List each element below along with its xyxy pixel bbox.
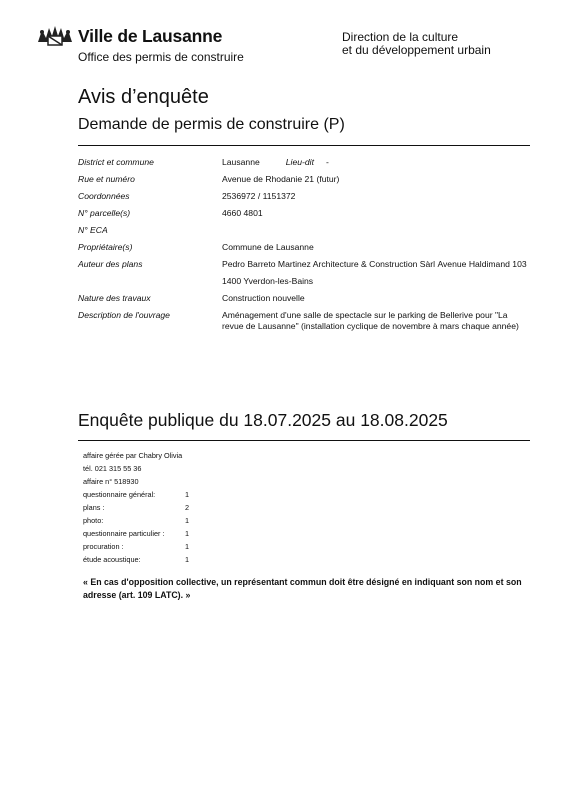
author-address [222,256,530,290]
fact-row-eca [78,222,530,239]
fact-value: Lausanne [222,157,260,167]
document-count: 2 [185,503,190,512]
fact-value: Avenue de Rhodanie 21 (futur) [222,174,340,184]
page-subtitle: Demande de permis de construire (P) [78,116,345,133]
document-label: plans : [83,503,105,512]
author-line: Martinez Architecture & Construction Sàrl [277,259,436,269]
department-line-2: et du développement urbain [342,43,491,57]
fact-value: 4660 4801 [222,208,263,218]
document-item [83,553,283,566]
divider [78,145,530,146]
fact-row-coordinates [78,188,530,205]
fact-label: Propriétaire(s) [78,242,133,252]
fact-value: Construction nouvelle [222,293,305,303]
fact-row-description [78,307,530,332]
author-line: Pedro Barreto [222,259,276,269]
fact-value [222,222,530,239]
legal-note: « En cas d'opposition collective, un représentant commun doit être désigné en indiquant son nom et son adresse (art. 109 LATC). » [83,577,522,600]
enquete-period: Enquête publique du 18.07.2025 au 18.08.2025 [78,410,448,430]
document-label: questionnaire particulier : [83,529,165,538]
author-line: 1400 Yverdon-les-Bains [222,276,314,286]
fact-label: N° parcelle(s) [78,208,131,218]
document-count: 1 [185,516,190,525]
fact-label: Rue et numéro [78,174,135,184]
department-name [342,31,491,57]
document-count: 1 [185,529,190,538]
document-count: 1 [185,542,190,551]
fact-label: Description de l'ouvrage [78,310,170,320]
fact-row-parcel [78,205,530,222]
divider [78,440,530,441]
fact-label: Auteur des plans [78,259,143,269]
author-line: Avenue Haldimand 103 [437,259,527,269]
lausanne-coat-of-arms-icon [36,24,74,46]
case-phone: tél. 021 315 55 36 [83,464,142,473]
document-item [83,540,283,553]
document-item [83,514,283,527]
fact-label-locality: Lieu-dit [285,157,314,167]
document-label: photo: [83,516,104,525]
fact-row-street [78,171,530,188]
document-count: 1 [185,555,190,564]
fact-value: 2536972 / 1151372 [222,191,296,201]
document-item [83,488,283,501]
fact-row-author [78,256,530,290]
document-label: étude acoustique: [83,555,141,564]
fact-row-district [78,154,530,171]
fact-label: Coordonnées [78,191,130,201]
fact-label: District et commune [78,157,154,167]
case-manager: affaire gérée par Chabry Olivia [83,451,183,460]
fact-value-locality: - [325,157,329,167]
document-item [83,527,283,540]
fact-label: Nature des travaux [78,293,151,303]
document-count: 1 [185,490,190,499]
project-facts [78,154,530,332]
fact-row-nature [78,290,530,307]
page-title: Avis d’enquête [78,86,209,108]
document-label: questionnaire général: [83,490,156,499]
document-item [83,501,283,514]
fact-label: N° ECA [78,225,108,235]
fact-value: Aménagement d'une salle de spectacle sur le parking de Bellerive pour "La revue de Lausanne" (installation cyclique de novembre à mars chaque année) [222,310,519,331]
department-line-1: Direction de la culture [342,30,459,44]
city-name: Ville de Lausanne [78,26,223,46]
office-name: Office des permis de construire [78,50,244,64]
fact-value: Commune de Lausanne [222,242,314,252]
case-number: affaire n° 518930 [83,477,139,486]
fact-row-owner [78,239,530,256]
document-label: procuration : [83,542,124,551]
dossier-details [83,449,283,566]
letterhead [36,22,542,72]
